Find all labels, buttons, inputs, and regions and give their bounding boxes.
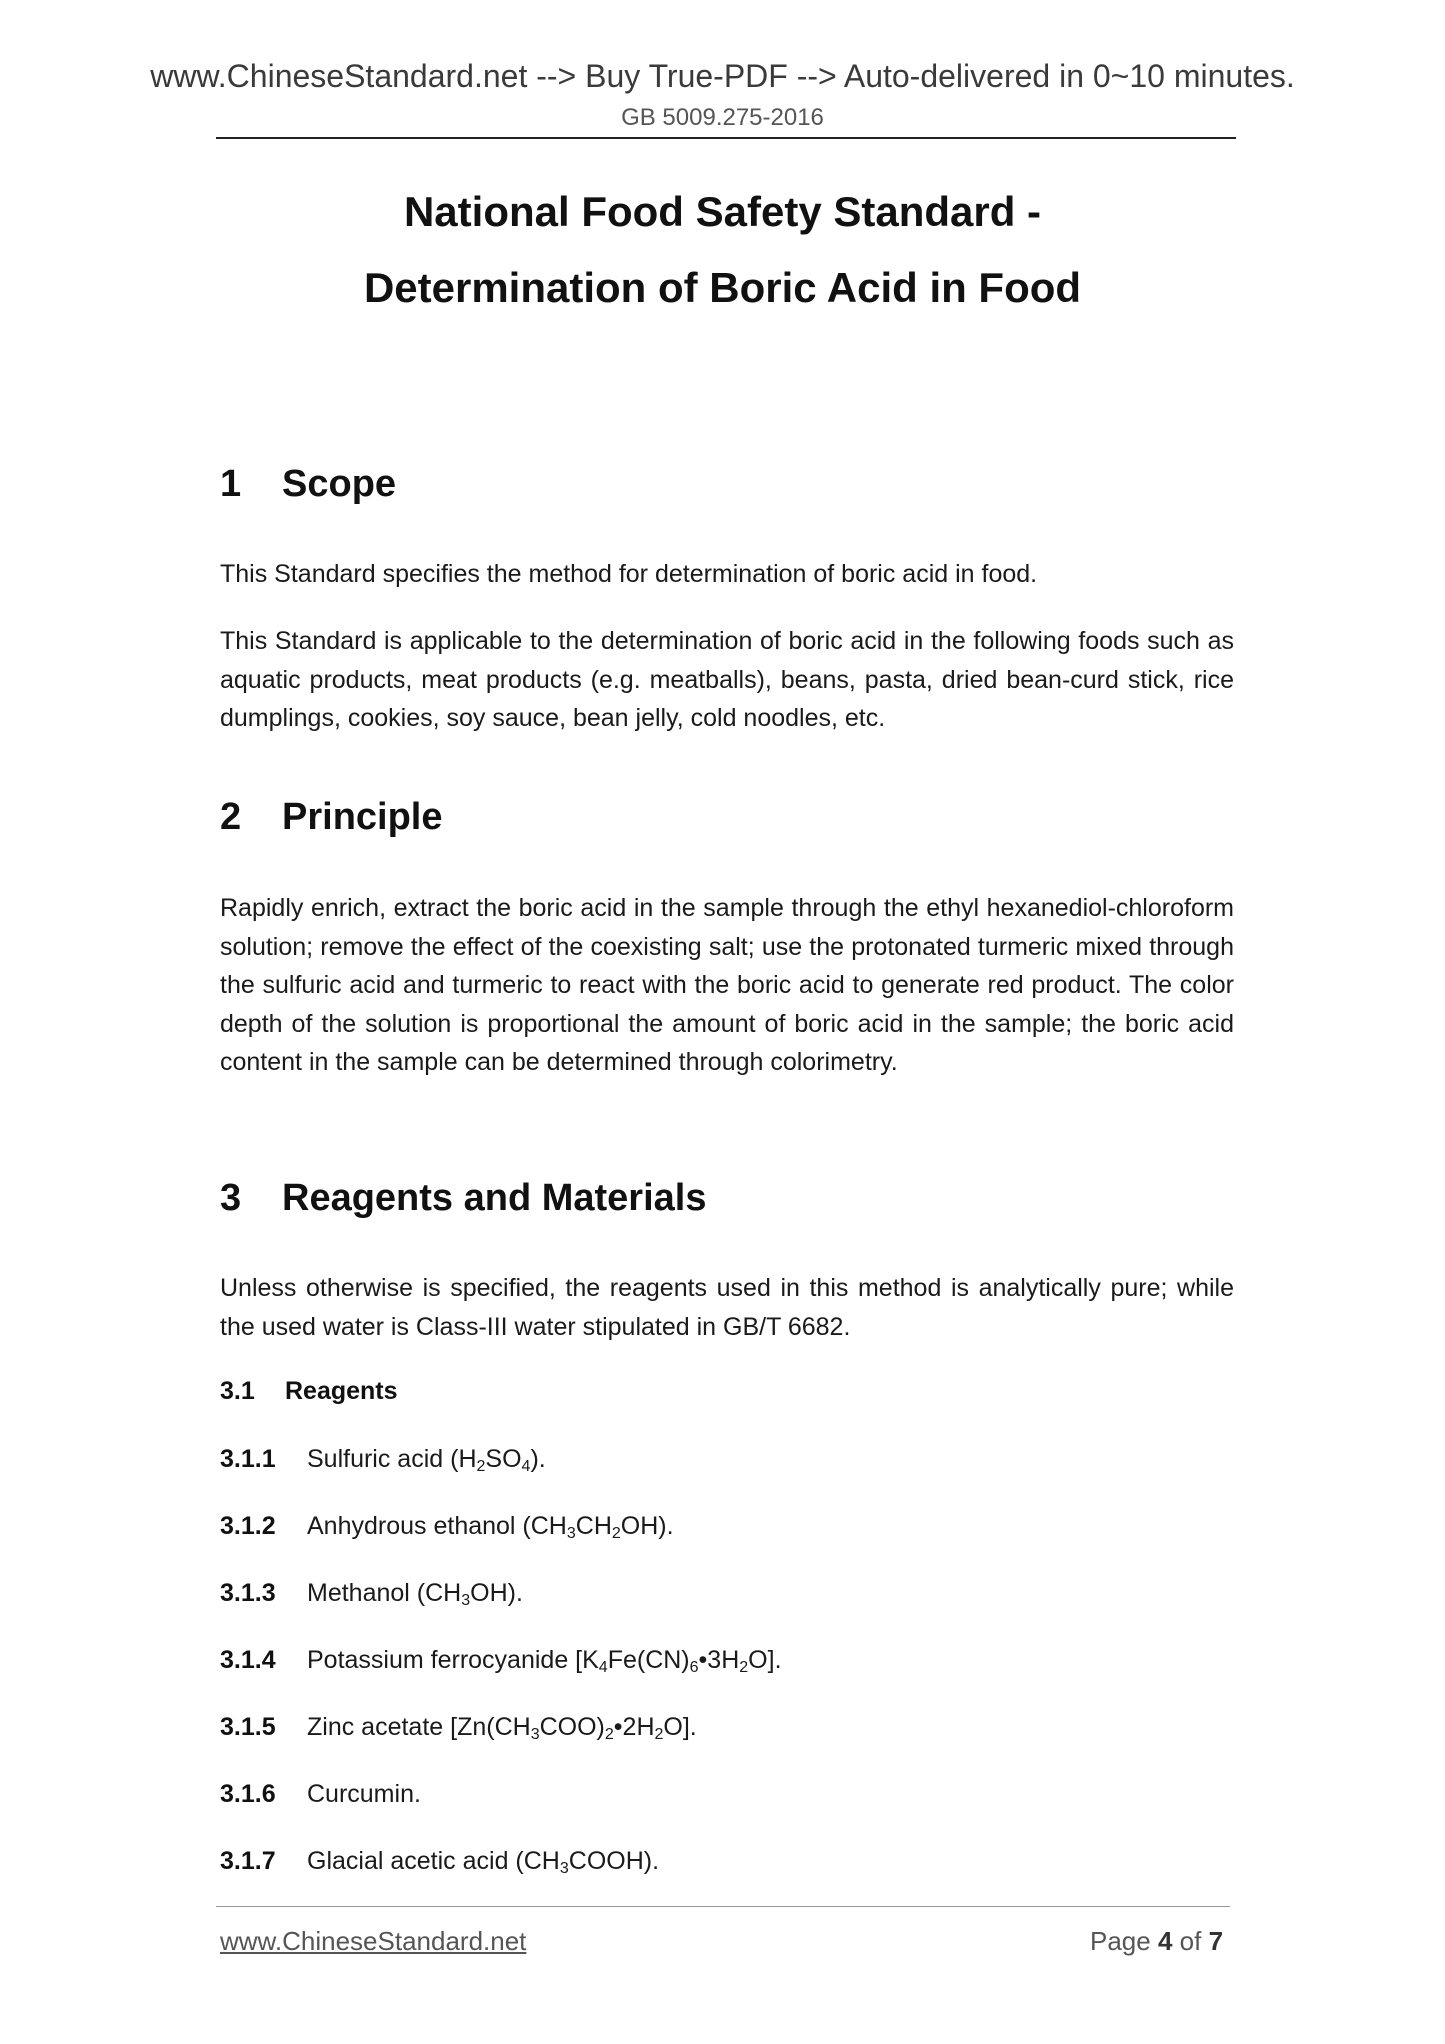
section-heading-reagents-materials (220, 1177, 706, 1220)
section-title: Principle (282, 796, 443, 838)
subscript: 2 (654, 1726, 664, 1743)
document-title-line1: National Food Safety Standard - (403, 188, 1042, 235)
scope-paragraph-2: This Standard is applicable to the determination of boric acid in the following foods such as aquatic products, meat products (e.g. meatballs), beans, pasta, dried bean-curd stick, rice dumplings, cookies, soy sauce, bean jelly, cold noodles, etc. (220, 627, 1234, 732)
reagent-text: OH). (620, 1512, 674, 1540)
reagent-text: SO (485, 1445, 522, 1473)
document-title-line2: Determination of Boric Acid in Food (363, 264, 1082, 311)
header-divider (216, 137, 1236, 139)
reagent-text: Methanol (CH (307, 1579, 462, 1607)
reagent-text: Anhydrous ethanol (CH (307, 1512, 567, 1540)
reagent-text: COO) (539, 1713, 605, 1741)
section-title: Scope (282, 463, 397, 505)
reagent-text: O]. (748, 1646, 782, 1674)
subscript: 3 (461, 1592, 471, 1609)
reagent-text: Zinc acetate [Zn(CH (307, 1713, 531, 1741)
page-current: 4 (1157, 1926, 1173, 1956)
page-total: 7 (1208, 1926, 1224, 1956)
header-banner: www.ChineseStandard.net --> Buy True-PDF --> Auto-delivered in 0~10 minutes. (150, 58, 1295, 94)
page-indicator (1090, 1926, 1223, 1957)
reagent-item (220, 1847, 659, 1876)
reagent-item (220, 1646, 782, 1675)
subsection-title: Reagents (285, 1377, 398, 1405)
footer-divider (216, 1906, 1230, 1907)
reagent-item-number: 3.1.2 (220, 1512, 276, 1540)
reagent-item (220, 1780, 421, 1809)
reagent-item-number: 3.1.7 (220, 1847, 276, 1875)
reagent-item (220, 1579, 523, 1608)
reagent-item-number: 3.1.6 (220, 1780, 276, 1808)
subscript: 4 (521, 1458, 531, 1475)
section-number: 2 (220, 796, 242, 838)
page-label: Page (1090, 1926, 1158, 1956)
page-of-label: of (1172, 1926, 1209, 1956)
footer-website-link[interactable]: www.ChineseStandard.net (220, 1926, 527, 1956)
reagent-text: O]. (663, 1713, 697, 1741)
subscript: 2 (604, 1726, 614, 1743)
reagent-text: Glacial acetic acid (CH (307, 1847, 560, 1875)
subscript: 6 (689, 1659, 699, 1676)
reagent-text: COOH). (568, 1847, 660, 1875)
subscript: 2 (476, 1458, 486, 1475)
reagent-text: ). (530, 1445, 546, 1473)
reagent-text: Sulfuric acid (H (307, 1445, 477, 1473)
document-number: GB 5009.275-2016 (621, 104, 824, 131)
reagent-item (220, 1445, 546, 1474)
reagent-item (220, 1512, 674, 1541)
reagents-paragraph: Unless otherwise is specified, the reagents used in this method is analytically pure; while the used water is Class-III water stipulated in GB/T 6682. (220, 1274, 1234, 1341)
section-heading-scope (220, 463, 396, 506)
subscript: 3 (530, 1726, 540, 1743)
reagent-item-number: 3.1.5 (220, 1713, 276, 1741)
section-number: 3 (220, 1177, 242, 1219)
section-title: Reagents and Materials (282, 1177, 707, 1219)
reagent-item-number: 3.1.1 (220, 1445, 276, 1473)
section-heading-principle (220, 796, 443, 839)
scope-paragraph-1: This Standard specifies the method for determination of boric acid in food. (220, 560, 1038, 588)
reagent-text: •3H (698, 1646, 740, 1674)
subscript: 2 (611, 1525, 621, 1542)
reagent-item (220, 1713, 697, 1742)
reagent-text: Potassium ferrocyanide [K (307, 1646, 599, 1674)
subscript: 4 (598, 1659, 608, 1676)
subsection-number: 3.1 (220, 1377, 255, 1405)
principle-paragraph: Rapidly enrich, extract the boric acid in the sample through the ethyl hexanediol-chloroform solution; remove the effect of the coexisting salt; use the protonated turmeric mixed through the sulfuric acid and turmeric to react with the boric acid to generate red product. The color depth of the solution is proportional the amount of boric acid in the sample; the boric acid content in the sample can be determined through colorimetry. (220, 894, 1234, 1076)
reagent-text: OH). (470, 1579, 523, 1607)
subscript: 3 (566, 1525, 576, 1542)
reagent-text: CH (575, 1512, 612, 1540)
subscript: 2 (739, 1659, 749, 1676)
reagent-text: Curcumin. (307, 1780, 421, 1808)
reagent-item-number: 3.1.3 (220, 1579, 276, 1607)
reagent-item-number: 3.1.4 (220, 1646, 276, 1674)
reagent-text: •2H (613, 1713, 655, 1741)
section-number: 1 (220, 463, 242, 505)
subscript: 3 (559, 1860, 569, 1877)
reagent-text: Fe(CN) (607, 1646, 690, 1674)
subsection-heading-reagents (220, 1377, 398, 1406)
